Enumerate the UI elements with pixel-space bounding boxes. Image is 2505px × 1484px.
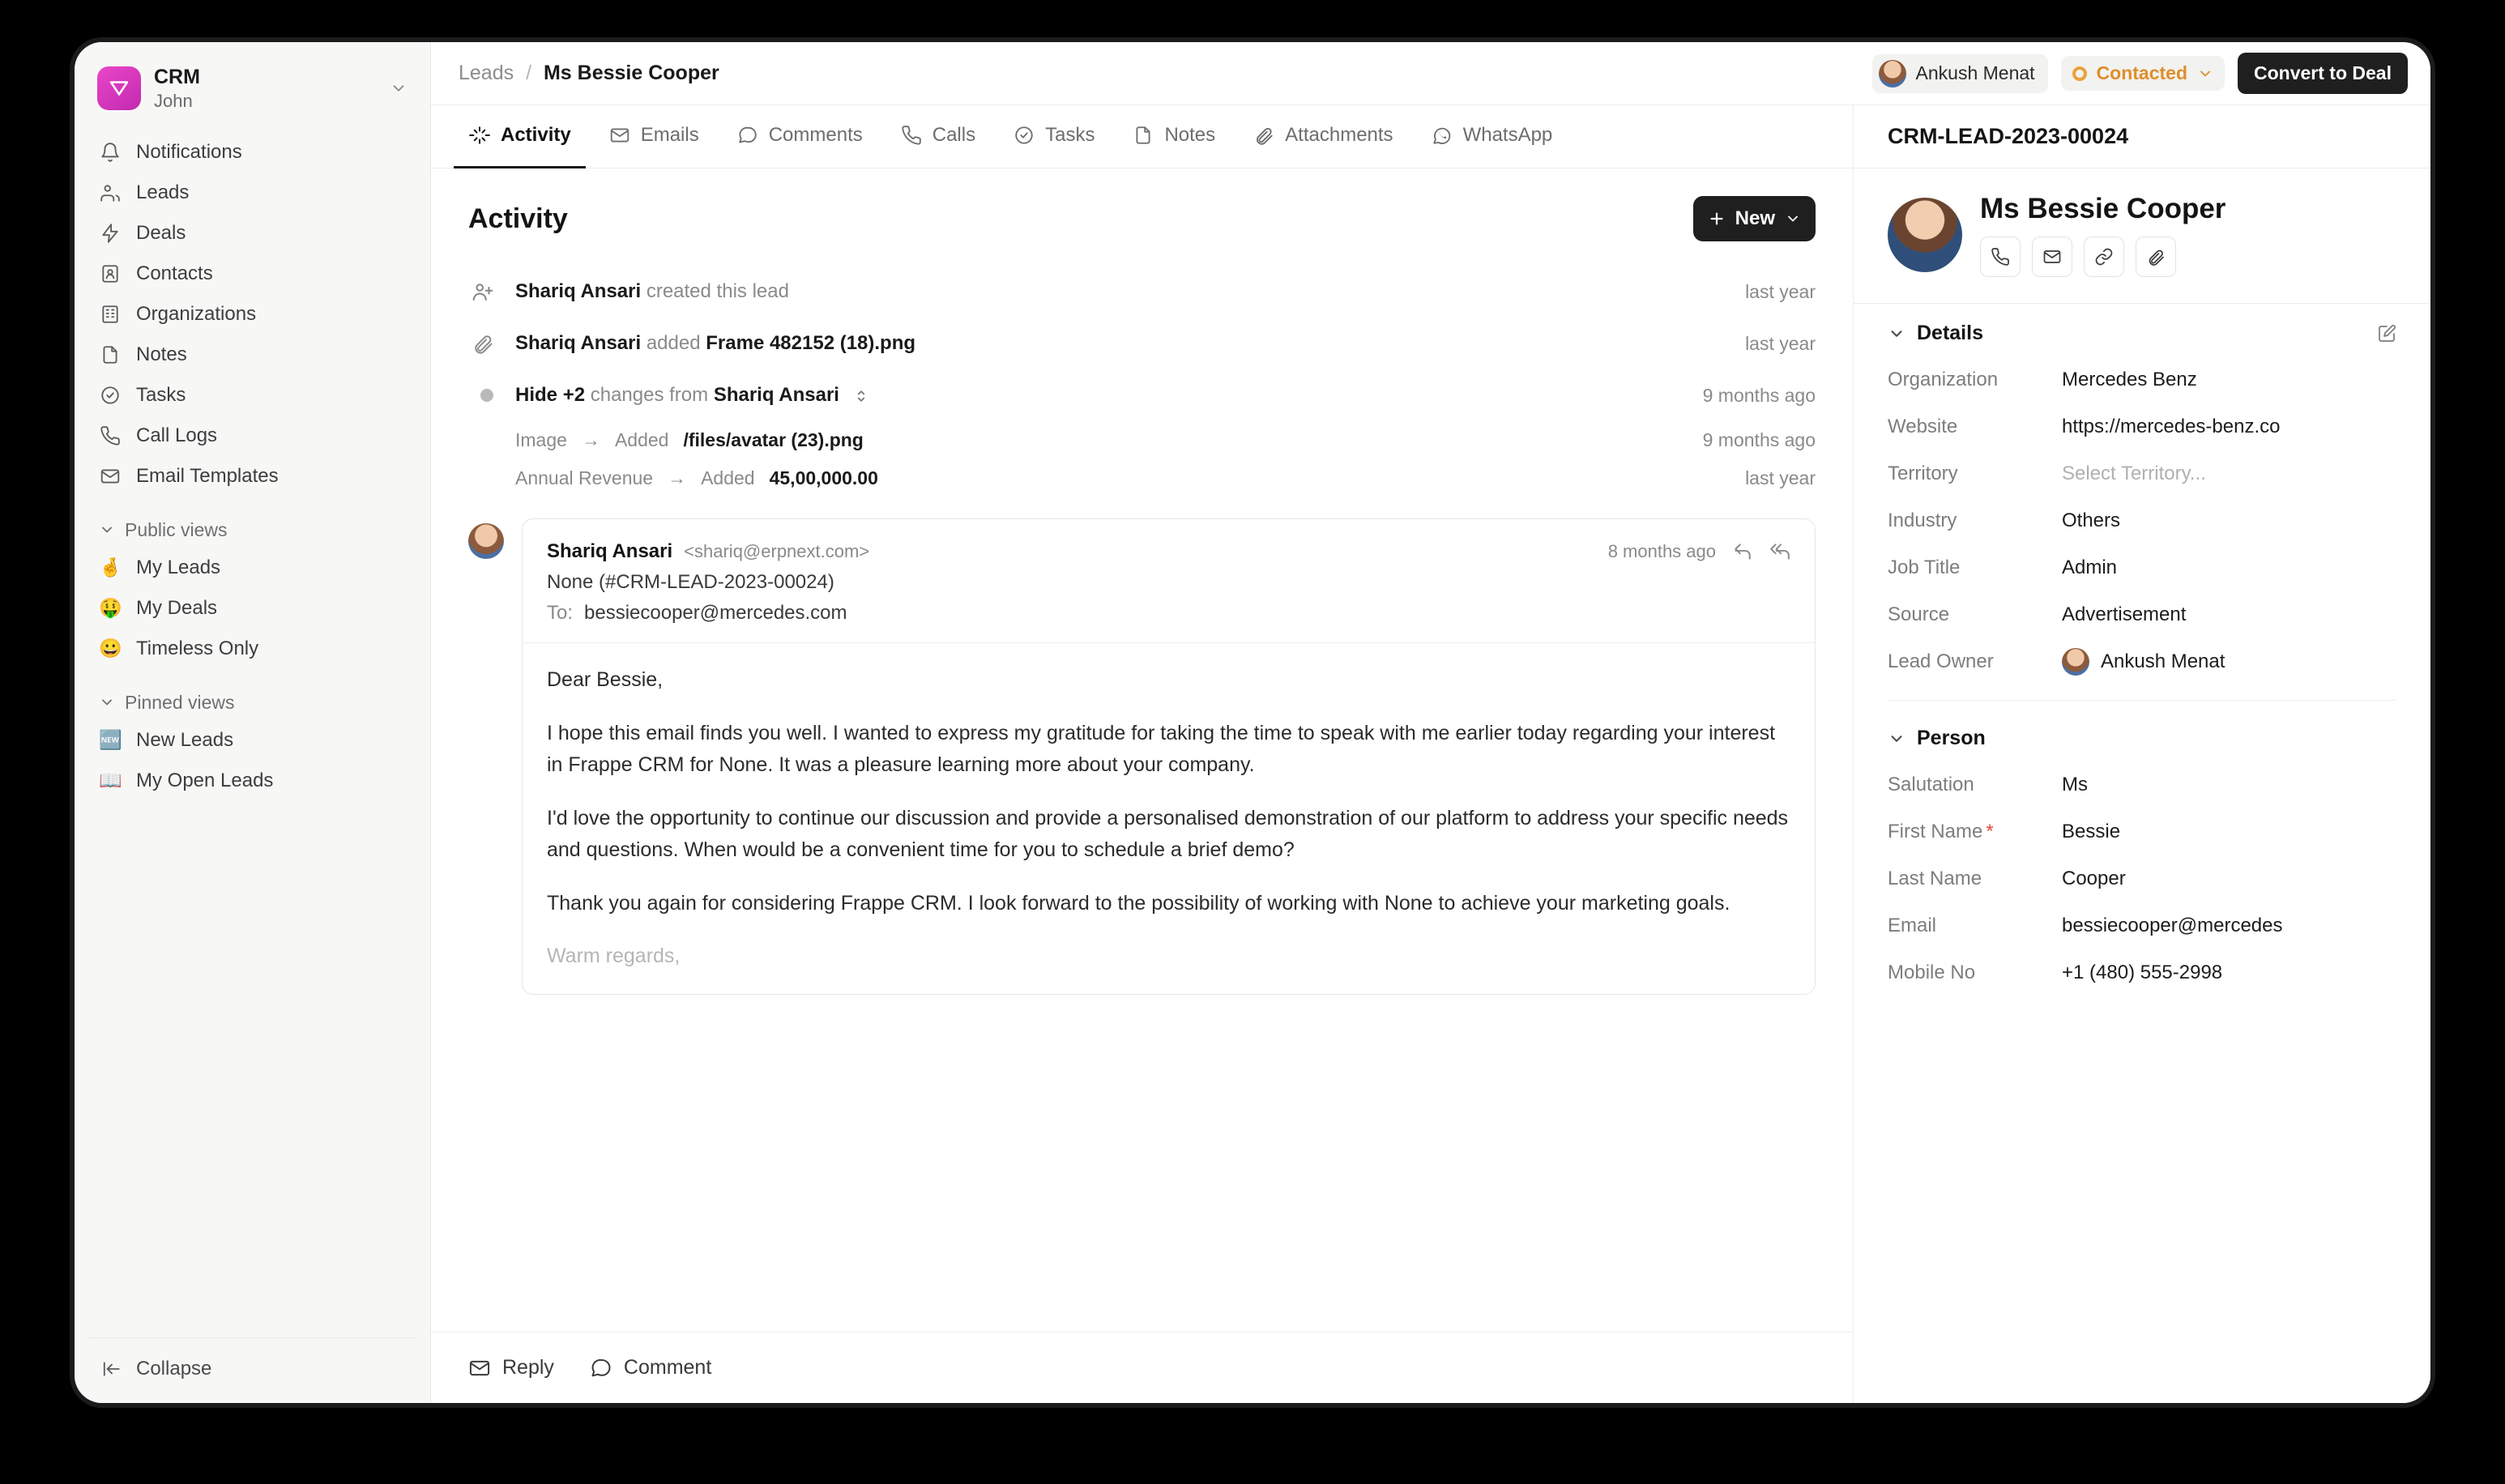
field-label: Job Title	[1888, 556, 1961, 578]
change-row-image	[468, 421, 1816, 459]
record-quick-actions	[1980, 237, 2225, 277]
paperclip-icon	[2146, 247, 2166, 267]
phone-icon	[900, 124, 923, 147]
whatsapp-icon	[1431, 124, 1453, 147]
hand-emoji-icon: 🤞	[99, 556, 122, 578]
avatar	[1879, 60, 1906, 87]
divider	[1888, 700, 2396, 701]
status-badge[interactable]	[2061, 56, 2225, 91]
avatar	[2062, 648, 2089, 676]
crm-logo-icon	[97, 66, 141, 110]
check-circle-icon	[99, 384, 122, 407]
tab-bar	[431, 105, 1853, 168]
person-title: Person	[1917, 727, 1986, 749]
composer-bar	[431, 1332, 1853, 1403]
smile-emoji-icon: 😀	[99, 638, 122, 659]
section-label: Public views	[125, 518, 228, 540]
tab-notes[interactable]	[1117, 105, 1230, 168]
new-activity-button[interactable]	[1693, 196, 1816, 241]
field-label: Mobile No	[1888, 962, 1976, 983]
sidebar-item-new-leads[interactable]	[87, 720, 417, 761]
required-marker: *	[1986, 821, 1994, 842]
top-bar	[431, 42, 2430, 105]
field-label: Territory	[1888, 463, 1958, 484]
breadcrumb-root[interactable]: Leads	[459, 62, 514, 84]
tab-comments[interactable]	[722, 105, 877, 168]
tab-calls[interactable]	[885, 105, 990, 168]
workspace-switcher[interactable]	[87, 57, 417, 121]
event-time: last year	[1745, 332, 1816, 354]
record-identity	[1854, 168, 2430, 304]
assigned-user-pill[interactable]	[1872, 54, 2048, 93]
field-label: Website	[1888, 416, 1958, 437]
activity-icon	[468, 124, 491, 147]
change-action: Added	[701, 467, 755, 488]
sidebar-item-timeless-only[interactable]	[87, 629, 417, 669]
field-source	[1888, 591, 2396, 638]
sidebar-item-my-deals[interactable]	[87, 588, 417, 629]
breadcrumb-current: Ms Bessie Cooper	[543, 62, 719, 84]
sidebar-item-label: Notes	[136, 343, 187, 365]
section-pinned-views[interactable]	[87, 682, 417, 720]
new-emoji-icon: 🆕	[99, 729, 122, 751]
paperclip-icon	[1252, 124, 1275, 147]
changes-toggle-actor: Shariq Ansari	[713, 384, 839, 406]
changes-toggle-middle: changes from	[590, 384, 709, 406]
event-text	[515, 332, 915, 355]
field-label	[1888, 821, 2062, 843]
tab-label: Tasks	[1045, 124, 1095, 146]
main-area	[431, 42, 2430, 1403]
email-paragraph: I'd love the opportunity to continue our discussion and provide a personalised demonstration of our platform to address your specific needs and questions. When would be a convenient time for you to schedule a brief demo?	[547, 806, 1789, 861]
sidebar-item-leads[interactable]	[87, 173, 417, 213]
sidebar-nav	[87, 132, 417, 801]
record-name: Ms Bessie Cooper	[1980, 193, 2226, 224]
email-paragraph: I hope this email finds you well. I wanted to express my gratitude for taking the time to speak with me earlier today regarding your interest in Frappe CRM for None. It was a pleasure learning more about your company.	[547, 721, 1776, 776]
change-time: last year	[1745, 467, 1816, 488]
sidebar-item-email-templates[interactable]	[87, 456, 417, 497]
activity-feed[interactable]	[431, 168, 1853, 1332]
person-section	[1854, 709, 2430, 1004]
event-action: created this lead	[646, 280, 789, 302]
field-industry	[1888, 497, 2396, 544]
field-value[interactable]: Admin	[2062, 556, 2118, 578]
avatar[interactable]	[1888, 198, 1962, 272]
change-row-annual-revenue	[468, 459, 1816, 497]
book-emoji-icon: 📖	[99, 770, 122, 791]
reply-icon[interactable]	[1732, 541, 1753, 562]
note-icon	[99, 343, 122, 366]
section-public-views[interactable]	[87, 510, 417, 548]
sidebar-item-label: Timeless Only	[136, 637, 259, 659]
email-to-label: To:	[547, 602, 574, 624]
tab-label: Notes	[1164, 124, 1216, 146]
field-label: Last Name	[1888, 868, 1982, 889]
activity-column	[431, 105, 1854, 1403]
email-icon	[608, 124, 631, 147]
leads-icon	[99, 181, 122, 204]
sidebar-item-deals[interactable]	[87, 213, 417, 254]
event-text	[515, 280, 789, 303]
sidebar-item-label: Organizations	[136, 302, 257, 325]
arrow-right-icon: →	[668, 467, 687, 488]
mail-icon	[2042, 247, 2062, 267]
sidebar-item-notifications[interactable]	[87, 132, 417, 173]
field-last-name	[1888, 855, 2396, 902]
collapse-arrow-icon	[100, 1358, 123, 1380]
tab-attachments[interactable]	[1238, 105, 1407, 168]
comment-icon	[736, 124, 759, 147]
sidebar-item-notes[interactable]	[87, 335, 417, 375]
link-icon	[2094, 247, 2114, 267]
sidebar-item-label: Deals	[136, 221, 186, 244]
status-label: Contacted	[2096, 62, 2188, 83]
email-button[interactable]	[2032, 237, 2072, 277]
reply-icon	[468, 1357, 491, 1380]
bullet-dot-icon	[480, 389, 493, 402]
sidebar-footer	[87, 1337, 417, 1403]
field-value[interactable]: bessiecooper@mercedes	[2062, 915, 2283, 936]
tab-activity[interactable]	[454, 105, 586, 168]
changes-toggle-row[interactable]	[468, 369, 1816, 421]
email-paragraph: Thank you again for considering Frappe CRM. I look forward to the possibility of working with None to achieve your marketing goals.	[547, 891, 1730, 915]
edit-square-icon[interactable]	[2377, 324, 2396, 343]
email-header-right	[1608, 541, 1790, 562]
details-section	[1854, 304, 2430, 709]
email-activity-item	[468, 518, 1816, 995]
email-recipient-row	[547, 602, 1790, 625]
field-mobile-no	[1888, 949, 2396, 996]
sidebar-item-label: My Open Leads	[136, 769, 274, 791]
field-value[interactable]: Cooper	[2062, 868, 2126, 889]
sidebar-item-label: Tasks	[136, 383, 186, 406]
record-id: CRM-LEAD-2023-00024	[1854, 105, 2430, 168]
email-paragraph: Dear Bessie,	[547, 668, 664, 691]
sidebar-item-label: New Leads	[136, 728, 234, 751]
sidebar-item-my-open-leads[interactable]	[87, 761, 417, 801]
breadcrumb-separator: /	[526, 62, 532, 84]
email-to-value: bessiecooper@mercedes.com	[584, 602, 847, 624]
event-object: Frame 482152 (18).png	[706, 332, 916, 354]
link-button[interactable]	[2084, 237, 2124, 277]
workspace-title: CRM	[154, 66, 200, 88]
sidebar-item-call-logs[interactable]	[87, 416, 417, 456]
field-website	[1888, 403, 2396, 450]
email-sender-address: <shariq@erpnext.com>	[684, 541, 870, 561]
tab-label: Attachments	[1285, 124, 1393, 146]
bolt-icon	[99, 222, 122, 245]
tab-emails[interactable]	[594, 105, 714, 168]
change-value: 45,00,000.00	[769, 467, 878, 488]
assigned-user-name: Ankush Menat	[1915, 62, 2035, 83]
sidebar-item-label: Notifications	[136, 140, 242, 163]
tab-label: Comments	[768, 124, 863, 146]
sidebar-item-label: Email Templates	[136, 464, 279, 487]
change-field: Annual Revenue	[515, 467, 654, 488]
field-lead-owner	[1888, 638, 2396, 685]
changes-toggle-text	[515, 384, 869, 407]
section-label: Pinned views	[125, 691, 235, 713]
changes-toggle-time: 9 months ago	[1702, 384, 1816, 406]
field-label: Email	[1888, 915, 1937, 936]
chevron-down-icon[interactable]	[1888, 325, 1905, 343]
arrow-right-icon: →	[581, 429, 600, 450]
phone-icon	[1991, 247, 2010, 267]
tab-whatsapp[interactable]	[1416, 105, 1568, 168]
field-value[interactable]: https://mercedes-benz.co	[2062, 416, 2281, 437]
tab-label: WhatsApp	[1462, 124, 1553, 146]
content-split	[431, 105, 2430, 1403]
record-detail-panel	[1854, 105, 2430, 1403]
field-value[interactable]: Advertisement	[2062, 603, 2187, 625]
field-organization	[1888, 356, 2396, 403]
field-job-title	[1888, 544, 2396, 591]
email-subject: None (#CRM-LEAD-2023-00024)	[547, 571, 834, 593]
details-section-header[interactable]	[1888, 322, 2396, 345]
chevron-down-icon	[390, 79, 408, 97]
top-bar-actions	[1872, 53, 2408, 94]
field-label: Organization	[1888, 369, 1999, 390]
email-sender: Shariq Ansari	[547, 540, 673, 562]
email-closing: Warm regards,	[547, 945, 681, 967]
field-label: Lead Owner	[1888, 650, 1994, 672]
collapse-sidebar-button[interactable]	[89, 1351, 416, 1387]
chevron-down-icon	[2197, 66, 2213, 82]
comment-label: Comment	[623, 1356, 712, 1379]
activity-event-created	[468, 266, 1816, 318]
sidebar	[75, 42, 431, 1403]
sidebar-item-tasks[interactable]	[87, 375, 417, 416]
sidebar-item-label: My Leads	[136, 556, 221, 578]
tab-label: Emails	[640, 124, 699, 146]
sidebar-item-label: Call Logs	[136, 424, 218, 446]
field-first-name	[1888, 808, 2396, 855]
change-action: Added	[614, 429, 669, 450]
change-time: 9 months ago	[1702, 429, 1816, 450]
activity-event-attachment	[468, 318, 1816, 369]
change-field: Image	[515, 429, 567, 450]
new-activity-label: New	[1735, 207, 1775, 229]
sidebar-item-organizations[interactable]	[87, 294, 417, 335]
event-time: last year	[1745, 280, 1816, 302]
avatar	[468, 523, 504, 559]
workspace-user: John	[154, 91, 193, 112]
convert-to-deal-button[interactable]: Convert to Deal	[2238, 53, 2408, 94]
collapse-label: Collapse	[136, 1358, 212, 1380]
activity-header	[468, 196, 1816, 241]
field-value[interactable]: +1 (480) 555-2998	[2062, 962, 2223, 983]
sort-updown-icon[interactable]	[853, 388, 869, 404]
email-body	[547, 643, 1790, 973]
attachment-button[interactable]	[2136, 237, 2176, 277]
field-salutation	[1888, 761, 2396, 808]
building-icon	[99, 303, 122, 326]
chevron-down-icon	[1785, 211, 1801, 227]
reply-button[interactable]	[468, 1356, 554, 1380]
field-value[interactable]: Others	[2062, 510, 2121, 531]
user-plus-icon	[468, 277, 497, 306]
email-card[interactable]	[522, 518, 1816, 995]
field-value[interactable]: Ms	[2062, 774, 2088, 795]
app-window	[75, 42, 2430, 1403]
event-actor: Shariq Ansari	[515, 332, 642, 354]
field-value[interactable]: Bessie	[2062, 821, 2121, 842]
phone-icon	[99, 424, 122, 447]
comment-button[interactable]	[590, 1356, 711, 1380]
contacts-icon	[99, 262, 122, 285]
change-value: /files/avatar (23).png	[683, 429, 864, 450]
page-title: Activity	[468, 203, 568, 234]
changes-toggle-prefix: Hide	[515, 384, 558, 406]
field-label-text: First Name	[1888, 821, 1983, 842]
event-actor: Shariq Ansari	[515, 280, 642, 302]
sidebar-item-my-leads[interactable]	[87, 548, 417, 588]
person-section-header[interactable]	[1888, 727, 2396, 750]
field-label: Salutation	[1888, 774, 1974, 795]
chevron-down-icon[interactable]	[1888, 730, 1905, 748]
event-action: added	[646, 332, 701, 354]
money-face-emoji-icon: 🤑	[99, 597, 122, 619]
chevron-down-icon	[99, 694, 115, 710]
sidebar-item-label: My Deals	[136, 596, 218, 619]
field-label: Source	[1888, 603, 1950, 625]
note-icon	[1132, 124, 1154, 147]
field-email	[1888, 902, 2396, 949]
tab-label: Calls	[932, 124, 976, 146]
changes-toggle-count: +2	[562, 384, 586, 406]
field-value[interactable]: Mercedes Benz	[2062, 369, 2197, 390]
call-button[interactable]	[1980, 237, 2021, 277]
sidebar-item-contacts[interactable]	[87, 254, 417, 294]
email-time: 8 months ago	[1607, 541, 1716, 561]
field-value-container[interactable]	[2062, 648, 2396, 676]
field-label: Industry	[1888, 510, 1957, 531]
plus-icon	[1708, 210, 1726, 228]
paperclip-icon	[468, 329, 497, 358]
reply-all-icon[interactable]	[1769, 541, 1790, 562]
breadcrumb	[459, 62, 719, 85]
sidebar-item-label: Leads	[136, 181, 190, 203]
chevron-down-icon	[99, 522, 115, 538]
tab-tasks[interactable]	[998, 105, 1109, 168]
comment-icon	[590, 1357, 612, 1380]
field-territory	[1888, 450, 2396, 497]
field-value: Ankush Menat	[2101, 650, 2225, 672]
sidebar-item-label: Contacts	[136, 262, 213, 284]
email-header	[547, 540, 1790, 563]
task-icon	[1013, 124, 1035, 147]
reply-label: Reply	[502, 1356, 554, 1379]
tab-label: Activity	[501, 124, 571, 146]
bell-icon	[99, 141, 122, 164]
field-value[interactable]: Select Territory...	[2062, 463, 2206, 484]
details-title: Details	[1917, 322, 1983, 344]
mail-icon	[99, 465, 122, 488]
status-dot-icon	[2072, 66, 2087, 81]
